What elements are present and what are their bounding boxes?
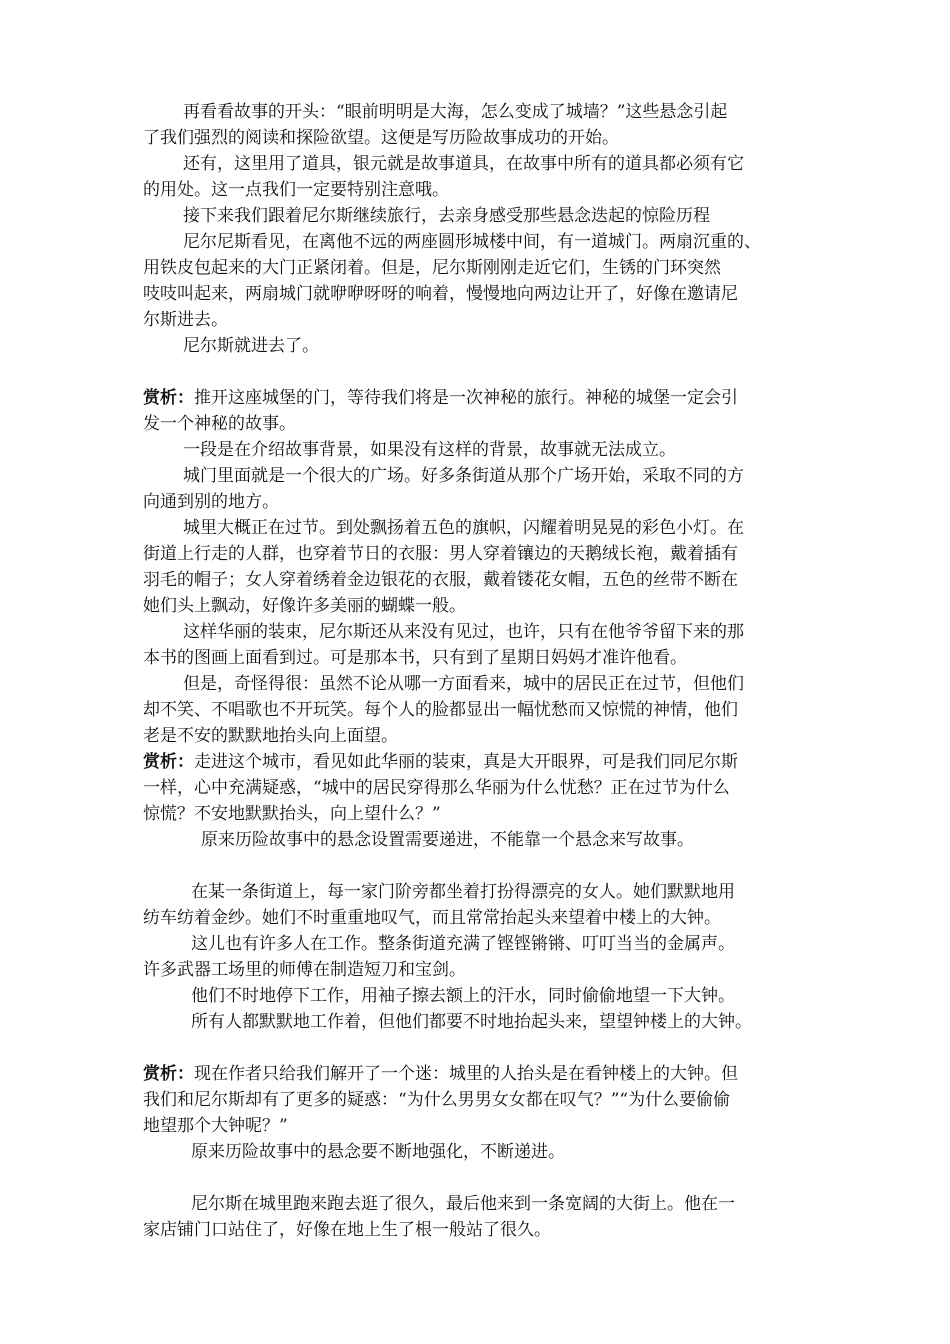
text-line: 但是，奇怪得很：虽然不论从哪一方面看来，城中的居民正在过节，但他们 xyxy=(183,674,744,694)
appreciation-label: 赏析： xyxy=(143,1064,194,1084)
text-line: 向通到别的地方。 xyxy=(143,492,279,512)
text-line: 老是不安的默默地抬头向上面望。 xyxy=(143,726,398,746)
text-line: 许多武器工场里的师傅在制造短刀和宝剑。 xyxy=(143,960,466,980)
appreciation-label: 赏析： xyxy=(143,388,194,408)
text-line: 他们不时地停下工作，用袖子擦去额上的汗水，同时偷偷地望一下大钟。 xyxy=(191,986,735,1006)
text-line: 现在作者只给我们解开了一个迷：城里的人抬头是在看钟楼上的大钟。但 xyxy=(194,1064,738,1084)
text-line: 我们和尼尔斯却有了更多的疑惑：“为什么男男女女都在叹气？”“为什么要偷偷 xyxy=(143,1090,731,1110)
text-line: 尼尔斯就进去了。 xyxy=(183,336,319,356)
text-line: 一样，心中充满疑惑，“城中的居民穿得那么华丽为什么忧愁？正在过节为什么 xyxy=(143,778,730,798)
appreciation-paragraph xyxy=(143,385,811,411)
text-line: 城里大概正在过节。到处飘扬着五色的旗帜，闪耀着明晃晃的彩色小灯。在 xyxy=(183,518,744,538)
text-line: 一段是在介绍故事背景，如果没有这样的背景，故事就无法成立。 xyxy=(183,440,676,460)
text-line: 本书的图画上面看到过。可是那本书，只有到了星期日妈妈才准许他看。 xyxy=(143,648,687,668)
text-line: 的用处。这一点我们一定要特别注意哦。 xyxy=(143,180,449,200)
text-line: 发一个神秘的故事。 xyxy=(143,414,296,434)
text-line: 吱吱叫起来，两扇城门就咿咿呀呀的响着，慢慢地向两边让开了，好像在邀请尼 xyxy=(143,284,738,304)
text-line: 在某一条街道上，每一家门阶旁都坐着打扮得漂亮的女人。她们默默地用 xyxy=(191,882,735,902)
text-line: 尔斯进去。 xyxy=(143,310,228,330)
text-line: 了我们强烈的阅读和探险欲望。这便是写历险故事成功的开始。 xyxy=(143,128,619,148)
text-line: 家店铺门口站住了，好像在地上生了根一般站了很久。 xyxy=(143,1220,551,1240)
text-line: 城门里面就是一个很大的广场。好多条街道从那个广场开始，采取不同的方 xyxy=(183,466,744,486)
text-line: 她们头上飘动，好像许多美丽的蝴蝶一般。 xyxy=(143,596,466,616)
text-line: 走进这个城市，看见如此华丽的装束，真是大开眼界，可是我们同尼尔斯 xyxy=(194,752,738,772)
appreciation-paragraph xyxy=(143,749,811,775)
text-line: 却不笑、不唱歌也不开玩笑。每个人的脸都显出一幅忧愁而又惊慌的神情，他们 xyxy=(143,700,738,720)
text-line: 用铁皮包起来的大门正紧闭着。但是，尼尔斯刚刚走近它们，生锈的门环突然 xyxy=(143,258,721,278)
appreciation-paragraph xyxy=(143,1061,811,1087)
text-line: 羽毛的帽子；女人穿着绣着金边银花的衣服，戴着镂花女帽，五色的丝带不断在 xyxy=(143,570,738,590)
text-line: 尼尔尼斯看见，在离他不远的两座圆形城楼中间，有一道城门。两扇沉重的、 xyxy=(183,232,761,252)
text-line: 原来历险故事中的悬念要不断地强化，不断递进。 xyxy=(191,1142,565,1162)
text-line: 这儿也有许多人在工作。整条街道充满了铿铿锵锵、叮叮当当的金属声。 xyxy=(191,934,735,954)
text-line: 原来历险故事中的悬念设置需要递进，不能靠一个悬念来写故事。 xyxy=(201,830,694,850)
text-line: 所有人都默默地工作着，但他们都要不时地抬起头来，望望钟楼上的大钟。 xyxy=(191,1012,752,1032)
text-line: 还有，这里用了道具，银元就是故事道具，在故事中所有的道具都必须有它 xyxy=(183,154,744,174)
text-line: 惊慌？不安地默默抬头，向上望什么？” xyxy=(143,804,441,824)
text-line: 纺车纺着金纱。她们不时重重地叹气，而且常常抬起头来望着中楼上的大钟。 xyxy=(143,908,721,928)
text-line: 地望那个大钟呢？” xyxy=(143,1116,288,1136)
appreciation-label: 赏析： xyxy=(143,752,194,772)
text-line: 尼尔斯在城里跑来跑去逛了很久，最后他来到一条宽阔的大街上。他在一 xyxy=(191,1194,735,1214)
text-line: 再看看故事的开头：“眼前明明是大海，怎么变成了城墙？”这些悬念引起 xyxy=(183,102,728,122)
text-line: 接下来我们跟着尼尔斯继续旅行，去亲身感受那些悬念迭起的惊险历程 xyxy=(183,206,710,226)
text-line: 这样华丽的装束，尼尔斯还从来没有见过，也许，只有在他爷爷留下来的那 xyxy=(183,622,744,642)
text-line: 推开这座城堡的门，等待我们将是一次神秘的旅行。神秘的城堡一定会引 xyxy=(194,388,738,408)
text-line: 街道上行走的人群，也穿着节日的衣服：男人穿着镶边的天鹅绒长袍，戴着插有 xyxy=(143,544,738,564)
